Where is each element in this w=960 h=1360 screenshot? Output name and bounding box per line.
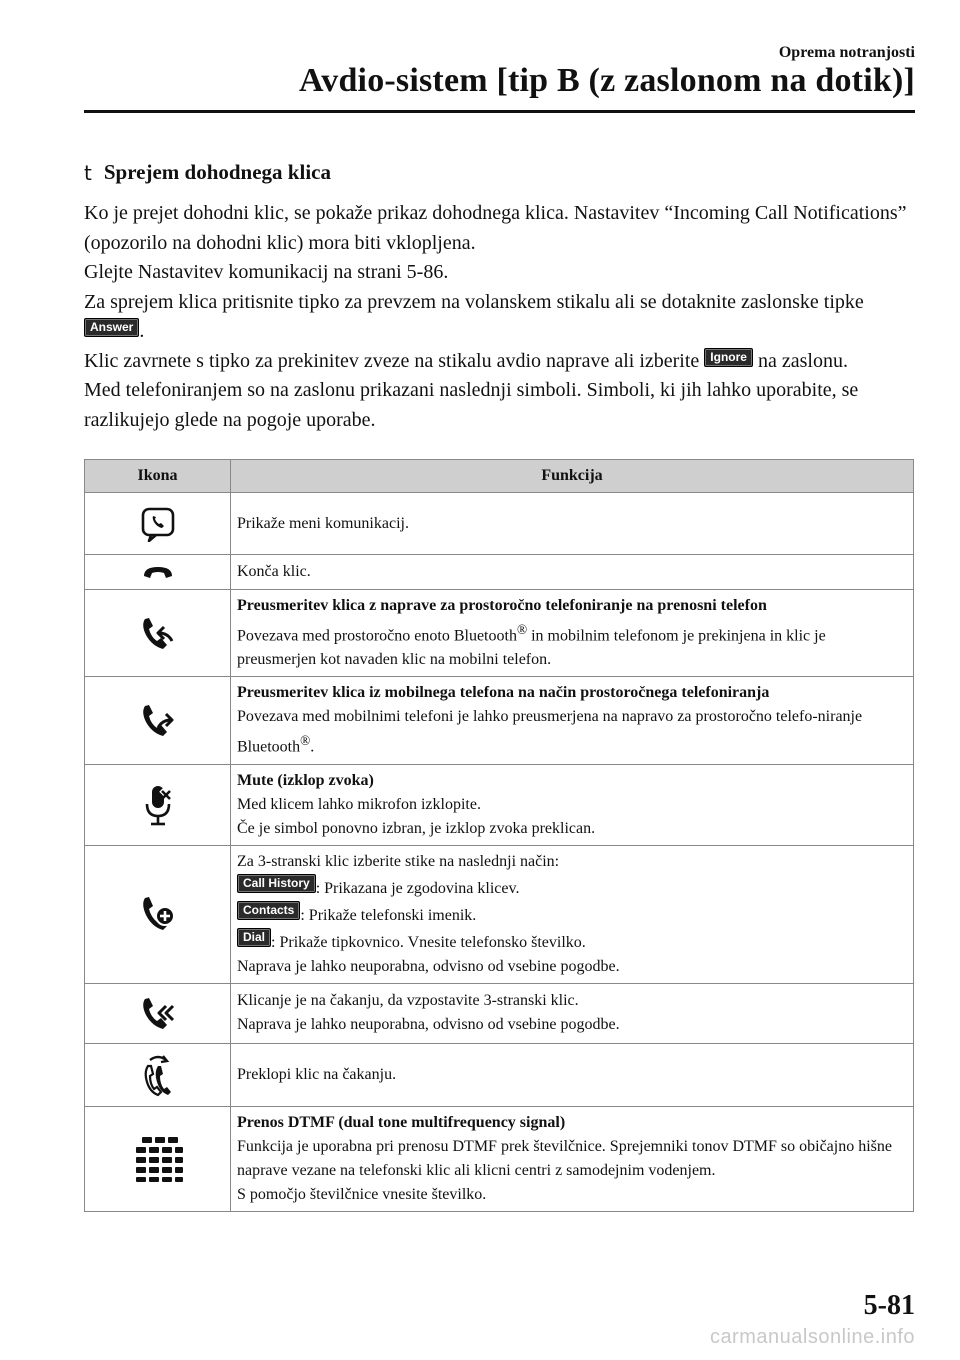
- row-5-title: Mute (izklop zvoka): [237, 771, 374, 789]
- row-2-text: Konča klic.: [237, 563, 311, 580]
- paragraph-3: Za sprejem klica pritisnite tipko za prevzem na volanskem stikalu ali se dotaknite zaslonske tipke Answer .: [84, 290, 864, 342]
- table-row: [85, 555, 914, 590]
- header-rule: [84, 110, 915, 113]
- header-chapter: Oprema notranjosti: [778, 44, 915, 61]
- row-4-title: Preusmeritev klica iz mobilnega telefona na način prostoročnega telefoniranja: [237, 684, 770, 702]
- row-8-text: Preklopi klic na čakanju.: [237, 1065, 397, 1083]
- table-row: [85, 1106, 914, 1211]
- body-text: [84, 199, 914, 435]
- row-5-line1: Med klicem lahko mikrofon izklopite.: [237, 795, 481, 813]
- swap-call-icon: [138, 1052, 178, 1098]
- answer-key: Answer: [84, 318, 139, 337]
- col-header-function: Funkcija: [231, 460, 914, 493]
- row-3-title: Preusmeritev klica z naprave za prostoročno telefoniranje na prenosni telefon: [237, 597, 767, 614]
- row-6-item-2: Contacts : Prikaže telefonski imenik.: [237, 901, 907, 928]
- row-7-line2: Naprava je lahko neuporabna, odvisno od vsebine pogodbe.: [237, 1016, 620, 1034]
- watermark: carmanualsonline.info: [709, 1326, 915, 1348]
- row-1-text: Prikaže meni komunikacij.: [237, 514, 409, 532]
- row-3-text: Povezava med prostoročno enoto Bluetooth® in mobilnim telefonom je prekinjena in klic je preusmerjen kot navaden klic na mobilni telefon.: [237, 622, 826, 669]
- row-7-line1: Klicanje je na čakanju, da vzpostavite 3-stranski klic.: [237, 992, 579, 1010]
- page-number: 5-81: [863, 1290, 915, 1321]
- section-bullet: t: [84, 160, 92, 185]
- paragraph-2: Glejte Nastavitev komunikacij na strani 5-86.: [84, 261, 449, 283]
- paragraph-4: Klic zavrnete s tipko za prekinitev zveze na stikalu avdio naprave ali izberite Ignore na zaslonu.: [84, 349, 848, 372]
- mute-icon: [141, 782, 175, 828]
- paragraph-1: Ko je prejet dohodni klic, se pokaže prikaz dohodnega klica. Nastavitev “Incoming Call Notifications” (opozorilo na dohodni klic) mora biti vklopljena.: [84, 202, 907, 254]
- table-row: [85, 677, 914, 764]
- table-row: [85, 590, 914, 677]
- section-heading: [84, 160, 914, 185]
- table-row: [85, 845, 914, 983]
- paragraph-5: Med telefoniranjem so na zaslonu prikazani naslednji simboli. Simboli, ki jih lahko uporabite, se razlikujejo glede na pogoje uporabe.: [84, 379, 859, 431]
- row-5-line2: Če je simbol ponovno izbran, je izklop zvoka preklican.: [237, 819, 596, 837]
- communication-menu-icon: [139, 506, 177, 542]
- ignore-key: Ignore: [704, 348, 753, 367]
- page-title: Avdio-sistem [tip B (z zaslonom na dotik)]: [299, 62, 915, 99]
- row-9-title: Prenos DTMF (dual tone multifrequency signal): [237, 1113, 566, 1131]
- row-6-intro: Za 3-stranski klic izberite stike na naslednji način:: [237, 852, 560, 870]
- row-6-note: Naprava je lahko neuporabna, odvisno od vsebine pogodbe.: [237, 957, 620, 975]
- row-9-line1: Funkcija je uporabna pri prenosu DTMF prek številčnice. Sprejemniki tonov DTMF so običajno hišne naprave vezane na telefonski klic ali klicni centri z samodejnim vodenjem.: [237, 1137, 892, 1179]
- table-row: [85, 983, 914, 1043]
- icon-function-table: [84, 459, 914, 1212]
- row-4-text: Povezava med mobilnimi telefoni je lahko preusmerjena na napravo za prostoročno telefo-niranje Bluetooth®.: [237, 708, 863, 756]
- section-incoming-call: [84, 160, 914, 435]
- col-header-icon: Ikona: [85, 460, 231, 493]
- dial-key: Dial: [237, 928, 271, 947]
- call-history-key: Call History: [237, 874, 316, 893]
- row-6-item-1: Call History : Prikazana je zgodovina klicev.: [237, 874, 907, 901]
- transfer-to-phone-icon: [138, 613, 178, 653]
- keypad-icon: [132, 1135, 184, 1183]
- contacts-key: Contacts: [237, 901, 300, 920]
- table-row: [85, 493, 914, 555]
- transfer-to-handsfree-icon: [138, 700, 178, 740]
- table-row: [85, 1043, 914, 1106]
- merge-call-icon: [138, 993, 178, 1033]
- table-row: [85, 764, 914, 845]
- section-heading-text: Sprejem dohodnega klica: [103, 160, 331, 184]
- row-9-line2: S pomočjo številčnice vnesite številko.: [237, 1185, 487, 1203]
- row-6-item-3: Dial : Prikaže tipkovnico. Vnesite telefonsko številko.: [237, 928, 907, 955]
- add-call-icon: [138, 892, 178, 936]
- end-call-icon: [141, 562, 175, 582]
